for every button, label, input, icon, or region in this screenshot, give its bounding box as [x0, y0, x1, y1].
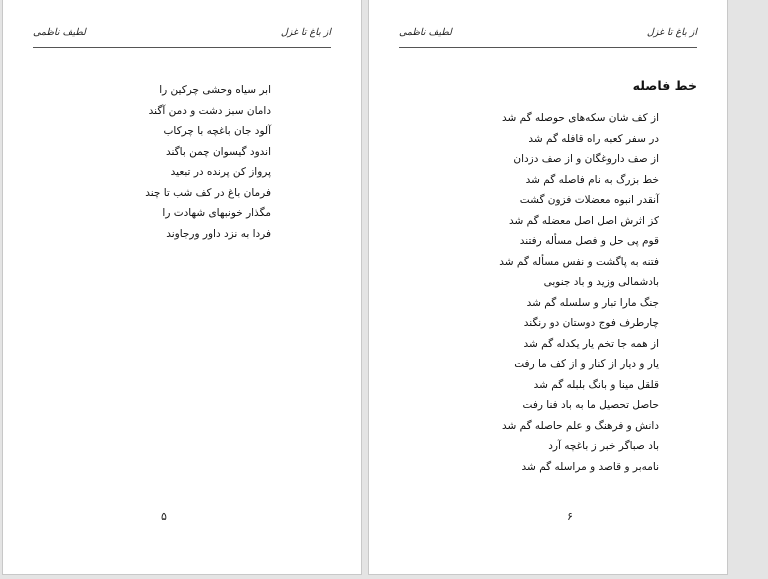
poem-line: فرمان باغ در کف شب تا چند	[145, 186, 271, 199]
poem-line: قلقل مینا و بانگ بلبله گم شد	[533, 378, 659, 391]
poem-line: از کف شان سکه‌های حوصله گم شد	[501, 112, 659, 124]
poem-line: فردا به نزد داور ورجاوند	[166, 227, 271, 240]
running-head	[399, 27, 697, 41]
poem-line: مگذار خونبهای شهادت را	[162, 207, 271, 219]
poem-line: جنگ مارا تبار و سلسله گم شد	[526, 296, 659, 309]
right-page	[368, 0, 728, 575]
poem-line: از همه جا تخم یار یکدله گم شد	[523, 337, 659, 350]
poem-line: آنقدر انبوه معضلات فزون گشت	[519, 194, 659, 206]
poem-line: قوم پی حل و فصل مسأله رفتند	[519, 235, 659, 247]
poem-lines	[71, 80, 271, 244]
poem-line: کز اثرش اصل اصل معضله گم شد	[508, 214, 659, 227]
left-page	[2, 0, 362, 575]
running-head-author: لطیف ناظمی	[399, 27, 452, 38]
poem-line: دانش و فرهنگ و علم حاصله گم شد	[501, 419, 659, 432]
header-rule	[33, 47, 331, 48]
poem-line: خط بزرگ به نام فاصله گم شد	[525, 173, 659, 186]
poem-line: پرواز کن پرنده در تبعید	[170, 166, 271, 178]
header-rule	[399, 47, 697, 48]
poem-line: یار و دیار از کنار و از کف ما رفت	[514, 358, 659, 370]
running-head	[33, 27, 331, 41]
page-number: ۵	[161, 510, 167, 523]
poem-line: دامان سبز دشت و دمن آگند	[148, 104, 271, 117]
poem-line: فتنه به پاگشت و نفس مسأله گم شد	[499, 255, 659, 268]
poem-lines	[419, 108, 659, 477]
running-head-book-title: از باغ تا غزل	[280, 27, 331, 38]
poem-line: بادشمالی وزید و باد جنوبی	[543, 276, 659, 288]
poem-line: ابر سیاه وحشی چرکین را	[159, 84, 271, 96]
poem-line: چارطرف فوج دوستان دو رنگند	[523, 317, 659, 329]
poem-line: حاصل تحصیل ما به باد فنا رفت	[522, 399, 659, 411]
page-number: ۶	[567, 510, 573, 523]
poem-line: از صف داروغگان و از صف دزدان	[513, 153, 659, 165]
poem-line: باد صباگر خبر ز باغچه آرد	[548, 440, 659, 452]
running-head-author: لطیف ناظمی	[33, 27, 86, 38]
poem-title: خط فاصله	[632, 78, 697, 93]
poem-line: اندود گیسوان چمن باگند	[165, 145, 271, 158]
poem-line: در سفر کعبه راه قافله گم شد	[528, 132, 659, 145]
running-head-book-title: از باغ تا غزل	[646, 27, 697, 38]
poem-line: آلود جان باغچه با چرکاب	[163, 125, 271, 137]
poem-line: نامه‌بر و قاصد و مراسله گم شد	[521, 460, 659, 473]
